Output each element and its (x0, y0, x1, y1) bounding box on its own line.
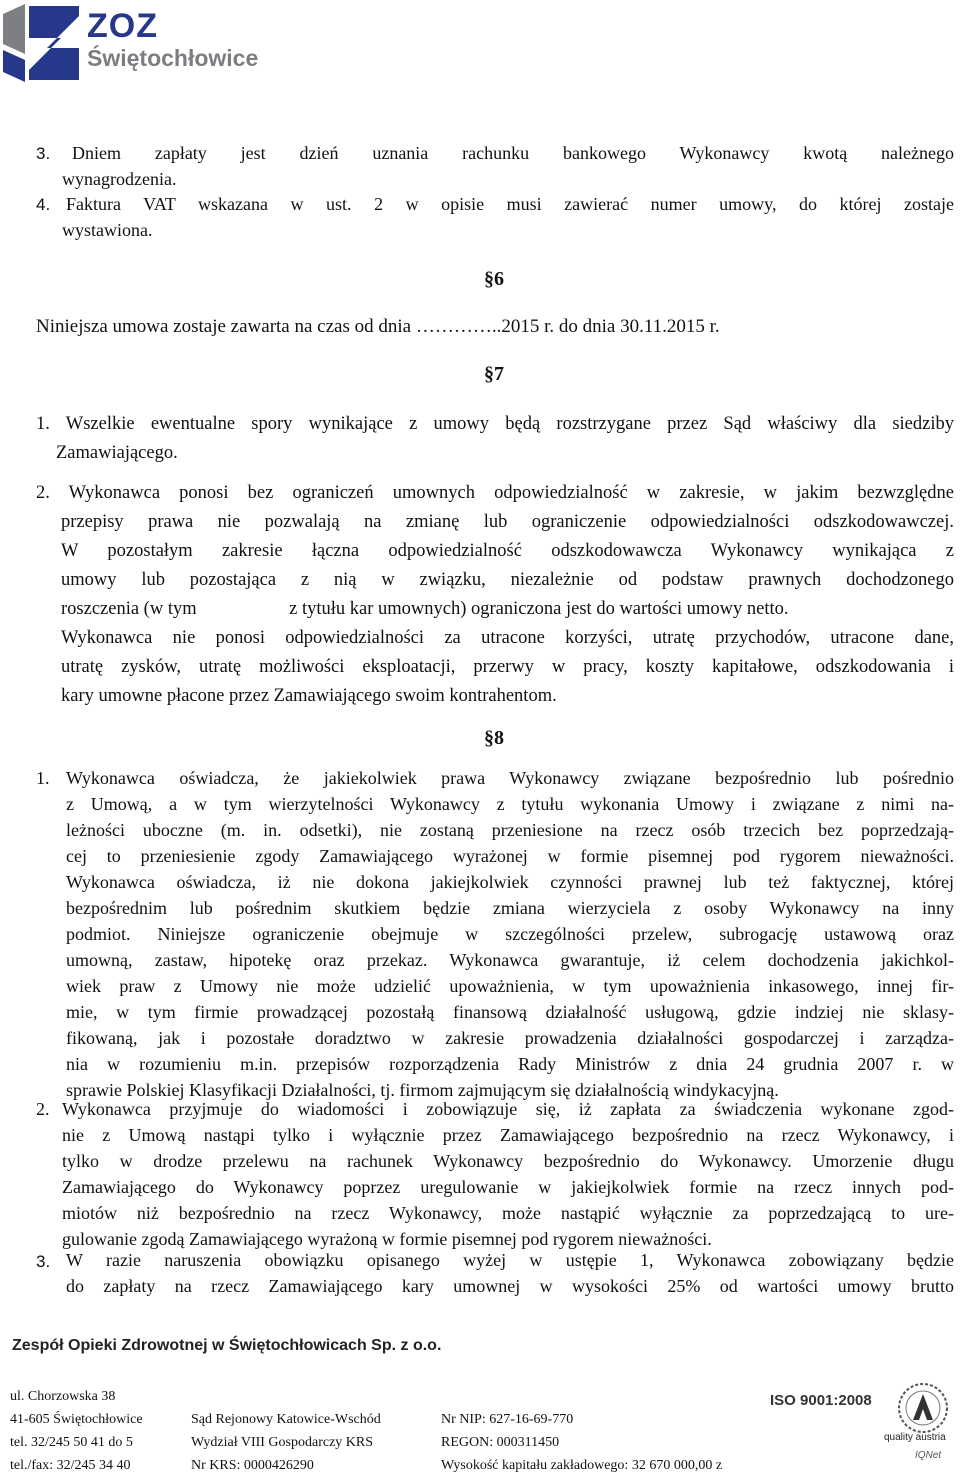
paragraph-line: mie, w tym firmie prowadzącej pozostałą finansową działalność usługową, gdzie indziej nie sklasy- (66, 1002, 954, 1022)
paragraph-line: przepisy prawa nie pozwalają na zmianę lub ograniczenie odpowiedzialności odszkodowawczej. (61, 512, 954, 532)
paragraph-line: sprawie Polskiej Klasyfikacji Działalności, tj. firmom zajmującym się działalnością windykacyjną. (66, 1080, 779, 1100)
paragraph-8-3 (66, 1247, 954, 1299)
footer-line: Wydział VIII Gospodarczy KRS (191, 1435, 374, 1450)
paragraph-line: 1. Wszelkie ewentualne spory wynikające z umowy będą rozstrzygane przez Sąd właściwy dla siedziby (36, 414, 954, 434)
paragraph-line: tylko w drodze przelewu na rachunek Wykonawcy bezpośrednio do Wykonawcy. Umorzenie długu (62, 1151, 954, 1171)
item-number: 4. (36, 195, 51, 214)
item-number: 3. (36, 144, 51, 163)
paragraph-line: gulowanie zgodą Zamawiającego wyrażoną w formie pisemnej pod rygorem nieważności. (62, 1229, 712, 1249)
paragraph-line: Wykonawca nie ponosi odpowiedzialności za utracone korzyści, utratę przychodów, utracone dane, (61, 628, 954, 648)
footer-court (191, 1408, 381, 1477)
paragraph-line: leżności uboczne (m. in. odsetki), nie zostaną przeniesione na rzecz osób trzecich bez poprzedzają- (66, 820, 954, 840)
section-heading: §8 (484, 727, 504, 749)
item-number: 3. (36, 1252, 51, 1271)
paragraph-line: do zapłaty na rzecz Zamawiającego kary umownej w wysokości 25% od wartości umowy brutto (66, 1276, 954, 1296)
quality-austria-logo: quality austria (884, 1432, 946, 1443)
footer-company-name: Zespół Opieki Zdrowotnej w Świętochłowicach Sp. z o.o. (12, 1337, 442, 1354)
paragraph-line: umowną, zastaw, hipotekę oraz przekaz. Wykonawca gwarantuje, iż celem dochodzenia jakichkol- (66, 950, 954, 970)
logo-city: Świętochłowice (87, 45, 259, 71)
paragraph-8-1 (66, 765, 954, 1103)
paragraph-line: bezpośrednim lub pośrednim skutkiem będzie zmiana wierzyciela z osoby Wykonawcy na inny (66, 898, 954, 918)
paragraph-line: wynagrodzenia. (62, 169, 177, 189)
paragraph-line: Wykonawca oświadcza, iż nie dokona jakiejkolwiek czynności prawnej lub też faktycznej, której (66, 872, 954, 892)
paragraph-line: fikowaną, jak i pozostałe doradztwo w zakresie prowadzenia działalności gospodarczej i zarządza- (66, 1028, 954, 1048)
footer-address (10, 1385, 143, 1477)
footer-line: 41-605 Świętochłowice (10, 1412, 143, 1427)
paragraph-line: Zamawiającego do Wykonawcy poprzez uregulowanie w jakiejkolwiek formie na rzecz innych pod- (62, 1177, 954, 1197)
paragraph-line: cej to przeniesienie zgody Zamawiającego wyrażonej w formie pisemnej pod rygorem nieważności. (66, 846, 954, 866)
paragraph-line: wiek praw z Umowy nie może udzielić upoważnienia, w tym upoważnienia inkasowego, innej fir- (66, 976, 954, 996)
paragraph-line: roszczenia (w tym z tytułu kar umownych) ograniczona jest do wartości umowy netto. (61, 599, 789, 619)
footer-line: Sąd Rejonowy Katowice-Wschód (191, 1412, 381, 1427)
paragraph-line: 2. Wykonawca ponosi bez ograniczeń umownych odpowiedzialność w zakresie, w jakim bezwzględne (36, 483, 954, 503)
paragraph-line: Wykonawca przyjmuje do wiadomości i zobowiązuje się, iż zapłata za świadczenia wykonane zgod- (62, 1099, 954, 1119)
paragraph-line: nie z Umową nastąpi tylko i wyłącznie przez Zamawiającego bezpośrednio na rzecz Wykonawcy, i (62, 1125, 954, 1145)
footer-line: Wysokość kapitału zakładowego: 32 670 000,00 z (441, 1458, 723, 1473)
paragraph-8-2 (62, 1096, 954, 1252)
iso-label: ISO 9001:2008 (770, 1392, 872, 1409)
item-number: 1. (36, 768, 50, 788)
paragraph-line: Zamawiającego. (56, 443, 178, 463)
logo-mark (3, 4, 79, 82)
paragraph-line: nia w rozumieniu m.in. przepisów rozporządzenia Rady Ministrów z dnia 24 grudnia 2007 r. w (66, 1054, 954, 1074)
paragraph-line: miotów niż bezpośrednio na rzecz Wykonawcy, może nastąpić wyłącznie za poprzedzającą to ure- (62, 1203, 954, 1223)
paragraph-line: Wykonawca oświadcza, że jakiekolwiek prawa Wykonawcy związane bezpośrednio lub pośrednio (66, 768, 954, 788)
certification-badge-icon (897, 1382, 949, 1434)
paragraph-line: Dniem zapłaty jest dzień uznania rachunku bankowego Wykonawcy kwotą należnego (72, 143, 954, 163)
paragraph-line: z Umową, a w tym wierzytelności Wykonawcy z tytułu wykonania Umowy i związane z nimi na- (66, 794, 954, 814)
paragraph-line: W razie naruszenia obowiązku opisanego wyżej w ustępie 1, Wykonawca zobowiązany będzie (66, 1250, 954, 1270)
footer-line: tel./fax: 32/245 34 40 (10, 1458, 131, 1473)
paragraph-line: umowy lub pozostająca z nią w związku, niezależnie od podstaw prawnych dochodzonego (61, 570, 954, 590)
paragraph-line: podmiot. Niniejsze ograniczenie obejmuje w szczególności przelew, subrogację ustawową oraz (66, 924, 954, 944)
logo-brand: ZOZ (87, 7, 158, 45)
paragraph-line: kary umowne płacone przez Zamawiającego swoim kontrahentom. (61, 686, 557, 706)
paragraph-line: Faktura VAT wskazana w ust. 2 w opisie musi zawierać numer umowy, do której zostaje (66, 194, 954, 214)
footer-line: Nr KRS: 0000426290 (191, 1458, 314, 1473)
section-heading: §7 (484, 363, 504, 385)
iqnet-logo: IQNet (915, 1450, 942, 1461)
term-line: Niniejsza umowa zostaje zawarta na czas od dnia …………..2015 r. do dnia 30.11.2015 r. (36, 316, 720, 337)
paragraph-line: wystawiona. (62, 220, 153, 240)
footer-line: tel. 32/245 50 41 do 5 (10, 1435, 133, 1450)
footer-line: ul. Chorzowska 38 (10, 1389, 116, 1404)
paragraph-line: utratę zysków, utratę możliwości eksploatacji, przerwy w pracy, koszty kapitałowe, odszkodowania i (61, 657, 954, 677)
section-heading: §6 (484, 268, 504, 290)
paragraph-line: W pozostałym zakresie łączna odpowiedzialność odszkodowawcza Wykonawcy wynikająca z (61, 541, 954, 561)
footer-line: REGON: 000311450 (441, 1435, 560, 1450)
item-number: 2. (36, 1099, 50, 1119)
footer-registry (441, 1408, 769, 1477)
footer-line: Nr NIP: 627-16-69-770 (441, 1412, 574, 1427)
